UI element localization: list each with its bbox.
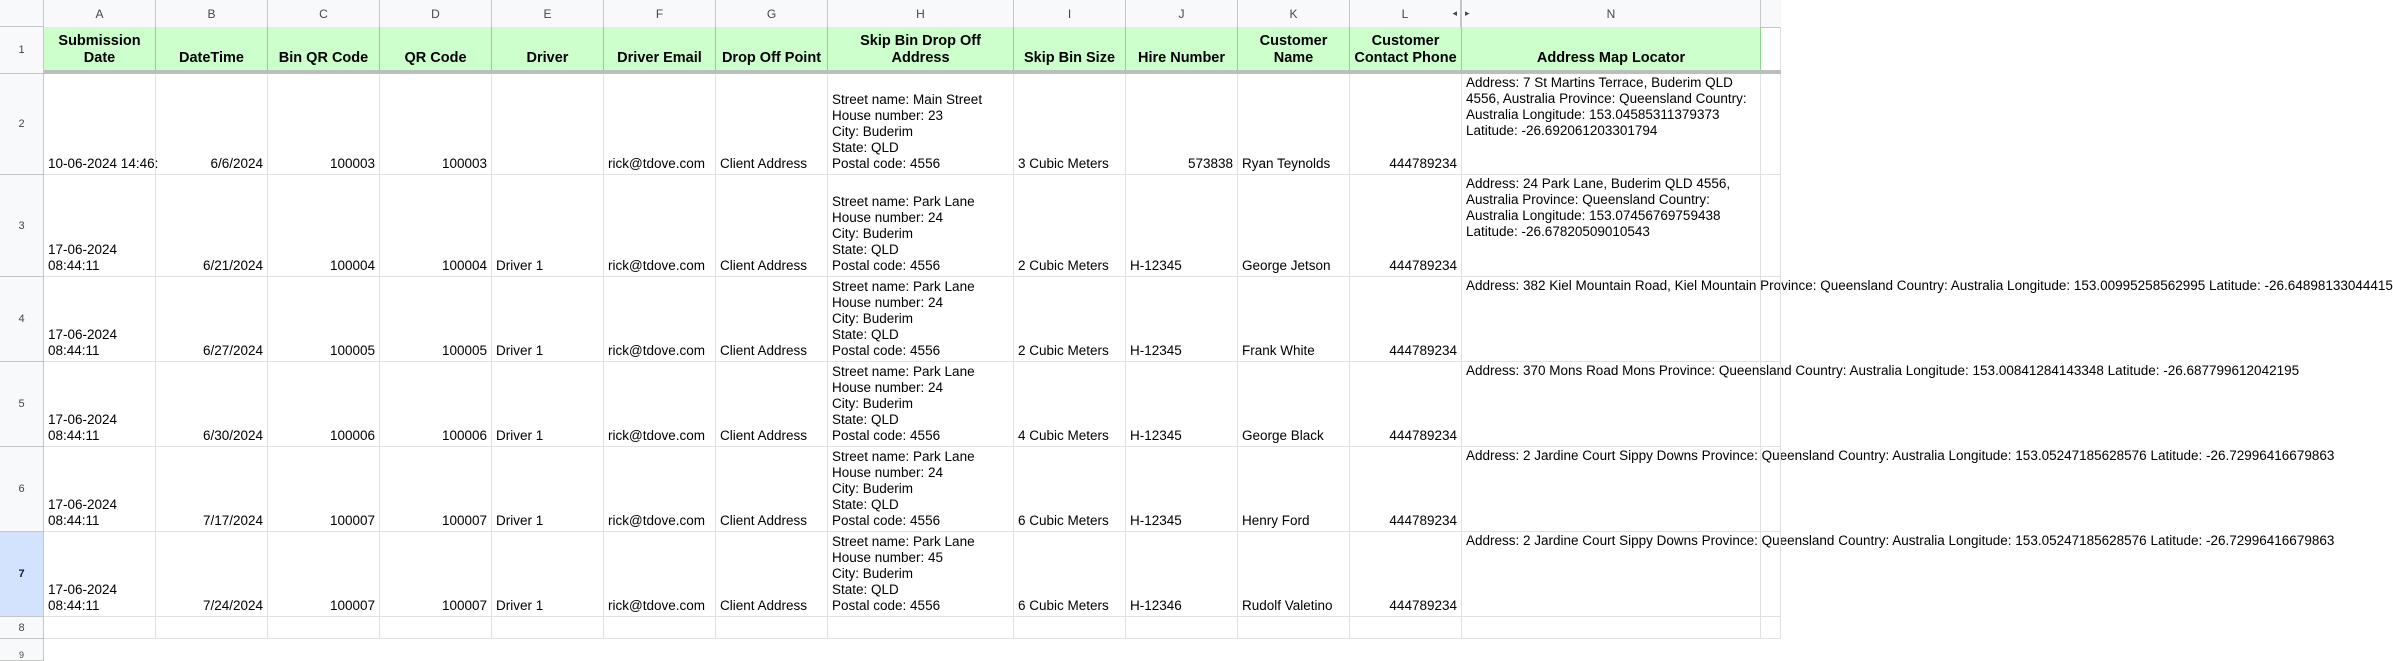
cell-bin-qr-code[interactable]: 100007	[268, 447, 380, 531]
header-skip-bin-drop-off-address[interactable]: Skip Bin Drop Off Address	[828, 27, 1014, 70]
cell-bin-qr-code[interactable]: 100007	[268, 532, 380, 616]
header-driver[interactable]: Driver	[492, 27, 604, 70]
cell-hire-number[interactable]: H-12346	[1126, 532, 1238, 616]
cell-qr-code[interactable]: 100005	[380, 277, 492, 361]
column-header-a[interactable]: A	[44, 0, 156, 27]
header-row	[44, 27, 1781, 74]
column-header-n-label: N	[1606, 6, 1616, 21]
cell-qr-code[interactable]: 100007	[380, 532, 492, 616]
cell-driver-email[interactable]: rick@tdove.com	[604, 532, 716, 616]
cell-customer-name[interactable]: George Jetson	[1238, 175, 1350, 276]
cell-customer-name[interactable]: Ryan Teynolds	[1238, 74, 1350, 174]
header-address-map-locator[interactable]: Address Map Locator	[1462, 27, 1761, 70]
column-header-h[interactable]: H	[828, 0, 1014, 27]
cell-bin-qr-code[interactable]: 100004	[268, 175, 380, 276]
cell-datetime[interactable]: 6/21/2024	[156, 175, 268, 276]
cell-customer-name[interactable]: Henry Ford	[1238, 447, 1350, 531]
row-header-8[interactable]: 8	[0, 617, 44, 639]
cell-hire-number[interactable]: H-12345	[1126, 277, 1238, 361]
column-header-g[interactable]: G	[716, 0, 828, 27]
header-drop-off-point[interactable]: Drop Off Point	[716, 27, 828, 70]
cell-datetime[interactable]: 7/17/2024	[156, 447, 268, 531]
table-row	[44, 532, 2335, 617]
cell-customer-name[interactable]: George Black	[1238, 362, 1350, 446]
table-row	[44, 362, 2300, 447]
cell-address-map-locator[interactable]: Address: 24 Park Lane, Buderim QLD 4556, Australia Province: Queensland Country: Australia Longitude: 153.07456769759438 Latitude: -26.67820509010543	[1462, 175, 1761, 276]
cell-driver[interactable]: Driver 1	[492, 447, 604, 531]
header-hire-number[interactable]: Hire Number	[1126, 27, 1238, 70]
cell-submission-date[interactable]: 17-06-2024 08:44:11	[44, 362, 156, 446]
cell-bin-qr-code[interactable]: 100003	[268, 74, 380, 174]
cell-empty[interactable]	[1462, 617, 1761, 638]
header-driver-email[interactable]: Driver Email	[604, 27, 716, 70]
cell-submission-date[interactable]: 17-06-2024 08:44:11	[44, 175, 156, 276]
cell-skip-bin-drop-off-address[interactable]: Street name: Park Lane House number: 45 City: Buderim State: QLD Postal code: 4556	[828, 532, 1014, 616]
cell-qr-code[interactable]: 100006	[380, 362, 492, 446]
cell-empty[interactable]	[1761, 175, 1781, 276]
row-header-1[interactable]: 1	[0, 27, 44, 74]
cell-skip-bin-drop-off-address[interactable]: Street name: Park Lane House number: 24 City: Buderim State: QLD Postal code: 4556	[828, 362, 1014, 446]
cell-datetime[interactable]: 6/27/2024	[156, 277, 268, 361]
cell-empty[interactable]	[1761, 617, 1781, 638]
column-headers	[44, 0, 1781, 28]
column-header-l[interactable]	[1350, 0, 1462, 27]
cell-datetime[interactable]: 6/6/2024	[156, 74, 268, 174]
cell-empty[interactable]	[1761, 27, 1781, 70]
cell-customer-contact-phone[interactable]: 444789234	[1350, 175, 1462, 276]
cell-driver-email[interactable]: rick@tdove.com	[604, 175, 716, 276]
cell-driver[interactable]	[492, 74, 604, 174]
cell-driver[interactable]: Driver 1	[492, 175, 604, 276]
header-submission-date[interactable]: Submission Date	[44, 27, 156, 70]
cell-driver-email[interactable]: rick@tdove.com	[604, 362, 716, 446]
hidden-columns-left-arrow-icon[interactable]: ◂	[1452, 8, 1457, 18]
cell-driver[interactable]: Driver 1	[492, 277, 604, 361]
column-header-c[interactable]: C	[268, 0, 380, 27]
cell-skip-bin-size[interactable]: 6 Cubic Meters	[1014, 532, 1126, 616]
column-header-k[interactable]: K	[1238, 0, 1350, 27]
cell-drop-off-point[interactable]: Client Address	[716, 447, 828, 531]
row-header-2[interactable]: 2	[0, 74, 44, 175]
cell-qr-code[interactable]: 100004	[380, 175, 492, 276]
cell-driver[interactable]: Driver 1	[492, 532, 604, 616]
row-header-9[interactable]: 9	[0, 639, 44, 661]
cell-submission-date[interactable]: 17-06-2024 08:44:11	[44, 447, 156, 531]
cell-empty[interactable]	[1014, 617, 1126, 638]
cell-skip-bin-size[interactable]: 2 Cubic Meters	[1014, 175, 1126, 276]
cell-empty[interactable]	[1350, 617, 1462, 638]
cell-qr-code[interactable]: 100003	[380, 74, 492, 174]
row-header-7[interactable]: 7	[0, 532, 44, 617]
column-header-f[interactable]: F	[604, 0, 716, 27]
select-all-corner[interactable]	[0, 0, 44, 27]
cell-empty[interactable]	[156, 617, 268, 638]
cell-empty[interactable]	[716, 617, 828, 638]
table-row	[44, 447, 2335, 532]
cell-qr-code[interactable]: 100007	[380, 447, 492, 531]
cell-skip-bin-size[interactable]: 6 Cubic Meters	[1014, 447, 1126, 531]
cell-empty[interactable]	[380, 617, 492, 638]
cell-customer-contact-phone[interactable]: 444789234	[1350, 277, 1462, 361]
cell-datetime[interactable]: 6/30/2024	[156, 362, 268, 446]
cell-address-map-locator[interactable]: Address: 2 Jardine Court Sippy Downs Province: Queensland Country: Australia Longitude: 153.05247185628576 Latitude: -26.72996416679863	[1462, 532, 1761, 616]
cell-drop-off-point[interactable]: Client Address	[716, 277, 828, 361]
cell-address-map-locator[interactable]: Address: 370 Mons Road Mons Province: Queensland Country: Australia Longitude: 153.00841284143348 Latitude: -26.687799612042195	[1462, 362, 1761, 446]
hidden-columns-right-arrow-icon[interactable]: ▸	[1465, 8, 1470, 18]
cell-empty[interactable]	[1761, 447, 1781, 531]
table-row	[44, 175, 1781, 277]
cell-customer-contact-phone[interactable]: 444789234	[1350, 447, 1462, 531]
cell-driver-email[interactable]: rick@tdove.com	[604, 74, 716, 174]
cell-submission-date[interactable]: 17-06-2024 08:44:11	[44, 532, 156, 616]
cell-bin-qr-code[interactable]: 100006	[268, 362, 380, 446]
cell-skip-bin-drop-off-address[interactable]: Street name: Main Street House number: 23 City: Buderim State: QLD Postal code: 4556	[828, 74, 1014, 174]
cell-customer-contact-phone[interactable]: 444789234	[1350, 532, 1462, 616]
column-header-j[interactable]: J	[1126, 0, 1238, 27]
column-header-i[interactable]: I	[1014, 0, 1126, 27]
cell-drop-off-point[interactable]: Client Address	[716, 175, 828, 276]
cell-skip-bin-size[interactable]: 2 Cubic Meters	[1014, 277, 1126, 361]
cell-drop-off-point[interactable]: Client Address	[716, 362, 828, 446]
row-header-4[interactable]: 4	[0, 277, 44, 362]
header-customer-name[interactable]: Customer Name	[1238, 27, 1350, 70]
header-skip-bin-size[interactable]: Skip Bin Size	[1014, 27, 1126, 70]
cell-address-map-locator[interactable]: Address: 2 Jardine Court Sippy Downs Province: Queensland Country: Australia Longitude: 153.05247185628576 Latitude: -26.72996416679863	[1462, 447, 1761, 531]
header-datetime[interactable]: DateTime	[156, 27, 268, 70]
cell-empty[interactable]	[1761, 362, 1781, 446]
cell-skip-bin-drop-off-address[interactable]: Street name: Park Lane House number: 24 City: Buderim State: QLD Postal code: 4556	[828, 447, 1014, 531]
cell-empty[interactable]	[1761, 277, 1781, 361]
cell-hire-number[interactable]: H-12345	[1126, 362, 1238, 446]
cell-address-map-locator[interactable]: Address: 7 St Martins Terrace, Buderim QLD 4556, Australia Province: Queensland Country: Australia Longitude: 153.04585311379373 Latitude: -26.692061203301794	[1462, 74, 1761, 174]
cell-skip-bin-drop-off-address[interactable]: Street name: Park Lane House number: 24 City: Buderim State: QLD Postal code: 4556	[828, 277, 1014, 361]
cell-hire-number[interactable]: H-12345	[1126, 175, 1238, 276]
column-header-l-label: L	[1401, 6, 1409, 21]
cell-empty[interactable]	[828, 617, 1014, 638]
header-qr-code[interactable]: QR Code	[380, 27, 492, 70]
column-header-next[interactable]	[1761, 0, 1781, 27]
table-row	[44, 277, 2393, 362]
cell-empty[interactable]	[268, 617, 380, 638]
table-row	[44, 74, 1781, 175]
cell-skip-bin-size[interactable]: 4 Cubic Meters	[1014, 362, 1126, 446]
cell-empty[interactable]	[492, 617, 604, 638]
cell-customer-contact-phone[interactable]: 444789234	[1350, 362, 1462, 446]
column-header-d[interactable]: D	[380, 0, 492, 27]
cell-customer-contact-phone[interactable]: 444789234	[1350, 74, 1462, 174]
cell-bin-qr-code[interactable]: 100005	[268, 277, 380, 361]
header-customer-contact-phone[interactable]: Customer Contact Phone	[1350, 27, 1462, 70]
cell-driver[interactable]: Driver 1	[492, 362, 604, 446]
cell-drop-off-point[interactable]: Client Address	[716, 532, 828, 616]
cell-empty[interactable]	[1761, 532, 1781, 616]
empty-row	[44, 617, 1781, 639]
header-bin-qr-code[interactable]: Bin QR Code	[268, 27, 380, 70]
column-header-e[interactable]: E	[492, 0, 604, 27]
column-header-n[interactable]	[1462, 0, 1761, 27]
cell-submission-date[interactable]: 10-06-2024 14:46:	[44, 74, 156, 174]
cell-submission-date[interactable]: 17-06-2024 08:44:11	[44, 277, 156, 361]
cell-drop-off-point[interactable]: Client Address	[716, 74, 828, 174]
cell-address-map-locator[interactable]: Address: 382 Kiel Mountain Road, Kiel Mountain Province: Queensland Country: Australia Longitude: 153.00995258562995 Latitude: -26.64898133044415	[1462, 277, 1761, 361]
cell-hire-number[interactable]: 573838	[1126, 74, 1238, 174]
column-header-b[interactable]: B	[156, 0, 268, 27]
cell-skip-bin-size[interactable]: 3 Cubic Meters	[1014, 74, 1126, 174]
cell-empty[interactable]	[604, 617, 716, 638]
cell-datetime[interactable]: 7/24/2024	[156, 532, 268, 616]
cell-empty[interactable]	[1126, 617, 1238, 638]
cell-empty[interactable]	[1238, 617, 1350, 638]
row-headers	[0, 27, 44, 661]
cell-hire-number[interactable]: H-12345	[1126, 447, 1238, 531]
cell-empty[interactable]	[44, 617, 156, 638]
cell-grid	[44, 27, 2393, 639]
row-header-6[interactable]: 6	[0, 447, 44, 532]
cell-skip-bin-drop-off-address[interactable]: Street name: Park Lane House number: 24 City: Buderim State: QLD Postal code: 4556	[828, 175, 1014, 276]
cell-driver-email[interactable]: rick@tdove.com	[604, 277, 716, 361]
cell-empty[interactable]	[1761, 74, 1781, 174]
cell-customer-name[interactable]: Rudolf Valetino	[1238, 532, 1350, 616]
row-header-5[interactable]: 5	[0, 362, 44, 447]
cell-customer-name[interactable]: Frank White	[1238, 277, 1350, 361]
cell-driver-email[interactable]: rick@tdove.com	[604, 447, 716, 531]
row-header-3[interactable]: 3	[0, 175, 44, 277]
